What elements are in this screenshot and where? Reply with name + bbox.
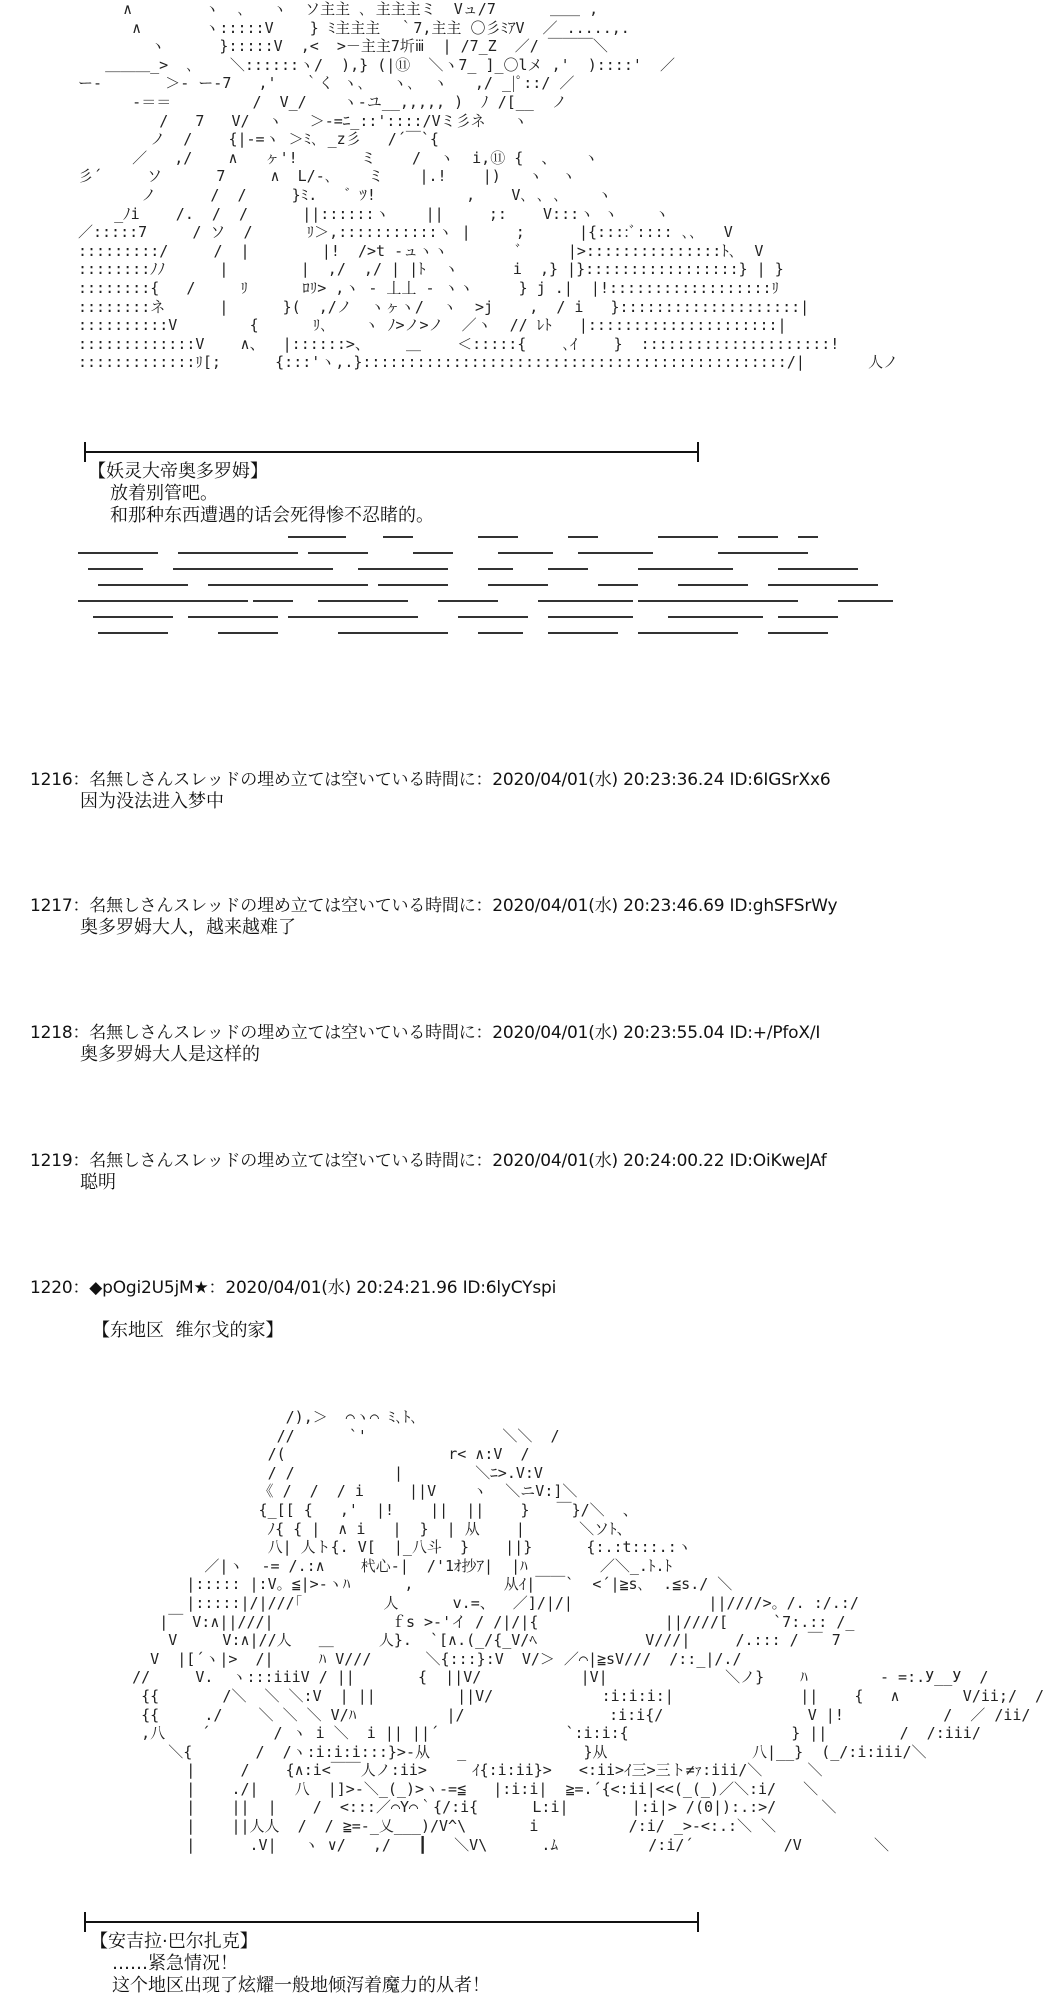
wall-dash <box>498 552 553 554</box>
post-1217 <box>30 895 837 939</box>
wall-dash <box>738 536 778 538</box>
wall-dash <box>658 536 718 538</box>
wall-dash <box>93 616 173 618</box>
post-body: 聪明 <box>80 1172 116 1193</box>
wall-dash <box>188 616 278 618</box>
post-body: 因为没法进入梦中 <box>80 791 224 812</box>
wall-dash <box>318 600 408 602</box>
wall-dash <box>253 600 293 602</box>
wall-dash <box>78 552 158 554</box>
wall-dash <box>98 584 188 586</box>
wall-dash <box>218 632 278 634</box>
wall-dash <box>383 536 413 538</box>
post-1219 <box>30 1150 827 1194</box>
wall-dash <box>538 600 633 602</box>
wall-dash <box>78 600 138 602</box>
post-1218 <box>30 1022 820 1066</box>
wall-dash <box>768 584 878 586</box>
dialogue-line: 放着别管吧。 <box>110 483 218 504</box>
wall-dash <box>173 568 333 570</box>
wall-dash <box>178 552 298 554</box>
wall-dash <box>598 584 638 586</box>
wall-dash <box>458 616 528 618</box>
wall-dash <box>438 600 498 602</box>
wall-dash <box>638 632 738 634</box>
wall-dash <box>478 536 518 538</box>
wall-dash <box>548 616 633 618</box>
post-header: 1216：名無しさんスレッドの埋め立ては空いている時間に：2020/04/01(水) 20:23:36.24 ID:6IGSrXx6 <box>30 770 831 790</box>
wall-dash <box>838 600 893 602</box>
ascii-art-odoromu: ∧ ヽ ､ ヽ ソ主主 ､ 主主主ミ Vュ/7 ＿＿ , ∧ ヽ:::::V } ﾐ主主主 ｀7,主主 〇彡ﾐｱV ／ .....,. ヽ }:::::V ,< >－主主7圻ⅲ | /7_Z ／/ ￣￣￣＼ ＿＿＿_> ､ ＼::::::ヽ/ ),} (|⑪ ＼ヽ7_ ]_〇lメ ,' )::::' ／ ー‐ ＞‐ ー‐7 ,' ｀く ヽ､ ヽ､ ヽ ,/ _|ﾟ::/ ／ ‐＝＝ / V_/ ヽ‐ユ__,,,,, ) ﾉ /[__ ノ / 7 V/ ヽ ＞‐=ﾆ_::'::::/Vミ彡ネ ヽ ノ / {|‐=ヽ ＞ﾐ､ _z彡 /´￣`{ ／ ,/ ∧ ヶ'! ミ / ヽ i,⑪ { 、 ヽ 彡´ ソ 7 ∧ L/‐､ ミ |.! |) ヽ ヽ ノ / / }ﾐ. ゛ﾂ! , V､ ､ ､ ヽ _ﾉi /. / / ||::::::ヽ || ;: V:::ヽ ヽ ヽ ／:::::7 / ソ / ﾘ＞,:::::::::::ヽ | ; |{::::ﾞ:::: ､､ V :::::::::/ / | |! />t ‐ュヽヽ ﾞ |>:::::::::::::::ﾄ､ V ::::::::ﾉﾉ | | ,/ ,/ | |ﾄ ヽ i ,} |}:::::::::::::::::} | } ::::::::{ / ﾘ ﾛﾘ> ,ヽ ‐ 丄丄 ‐ ヽヽ } j .| |!::::::::::::::::::ﾘ ::::::::ネ | }( ,/ノ ヽヶヽ/ ヽ >j , / i }::::::::::::::::::::| ::::::::::V { ﾘ､ ヽ ﾉ>ノ>ノ ／ヽ // ﾚﾄ |:::::::::::::::::::::| :::::::::::::V ∧、 |::::::>、 ＿ ＜:::::{ ､ｲ } :::::::::::::::::::::! :::::::::::::ﾘ[; {:::'ヽ,.}:::::::::::::::::::::::::::::::::::::::::::::::/| 人ノ <box>78 0 899 372</box>
speech-divider-bottom <box>84 1921 699 1923</box>
wall-dash <box>668 616 763 618</box>
divider-left-tick <box>84 1912 86 1932</box>
post-body: 奥多罗姆大人是这样的 <box>80 1044 260 1065</box>
location-label <box>92 1320 283 1342</box>
post-1216 <box>30 769 830 813</box>
wall-dash <box>638 568 733 570</box>
wall-dash <box>778 568 858 570</box>
dialogue-line: ……紧急情况！ <box>112 1953 238 1974</box>
divider-left-tick <box>84 442 86 462</box>
wall-dash <box>578 552 653 554</box>
wall-dash <box>308 552 368 554</box>
wall-dash <box>478 568 513 570</box>
dialogue-line: 这个地区出现了炫耀一般地倾泻着魔力的从者！ <box>112 1975 490 1996</box>
post-body: 奥多罗姆大人，越来越难了 <box>80 917 296 938</box>
wall-dash <box>778 616 838 618</box>
wall-dash <box>568 536 598 538</box>
speaker-label: 【妖灵大帝奥多罗姆】 <box>88 461 268 482</box>
wall-dash <box>548 632 618 634</box>
wall-dash <box>548 568 588 570</box>
ascii-art-angela: /),＞ ⌒ヽ⌒ ﾐ､ﾄ､ // `' ＼＼ / /( r< ∧:V / / / | ＼ﾆ>.V:V 《 / / / i ||V ヽ ＼ニV:]＼ {_[[ { ,' |! || || } ￣}/＼ 、 ﾉ{ { | ∧ i | } | 从 | ＼ソﾄ、 八| 人ト{. V[ |_八斗 } ||} {:.:t:::.:ヽ ／|ヽ ‐= /.:∧ 杙心‐| /'1ｵ抄ｱ| |ﾊ ／＼_.ﾄ.ﾄ |::::: |:V。≦|>‐ヽﾊ , 从ｲ|￣￣` <´|≧s､ .≦s./ ＼ |:::::|/|///｢ 人 v.=、 ／]/|/| ||////>。/. :/.:/ |￣ V:∧||///| ｆs >‐'イ / /|/|{ ||////[ `7:.:: /_ V V:∧|//人 ＿ 人}. `[∧.(_/{_V/ﾍ V///| /.::: / ￣ 7 V |[´ヽ|> /| ﾊ V/// ＼{:::}:V V/＞ ／⌒|≧sV/// /::_|/./ // V. ヽ:::iiiV / || { ||V/ |V| ＼ノ} ﾊ ‐ =:.У__У / {{ /＼ ＼ ＼:V | || ||V/ :i:i:i:| || { ∧ V/ii;/ / {{ ./ ＼ ＼ ＼ V/ﾊ |/ :i:i{/ V |! / ／ /ii/ ,八 ´ / ヽ i ＼ i || ||´ `:i:i:{ } || / /:iii/ ＼{ / /ヽ:i:i:i:::}>‐从 _ }从 八|__} (_/:i:iii/＼ | / {∧:i<￣￣人ノ:ii> ｲ{:i:ii}> <:ii>ｲ三>三ト≠ｧ:iii/＼ ＼ | ./| 八 |]>‐＼_(_)>ヽ‐=≦ |:i:i| ≧=.´{<:ii|<<(_(_)／＼:i/ ＼ | || | / <:::／⌒Y⌒｀{/:i{ L:i| |:i|> /(0|):.:>/ ＼ | ||人人 / / ≧=‐_乂___)/V^\ i /:i/ _>‐<:.:＼ ＼ | .V| ヽ ∨/ ,/ ┃ ＼V\ .ﾑ /:i/´ /V ＼ <box>132 1408 1045 1854</box>
dialogue-line: 和那种东西遭遇的话会死得惨不忍睹的。 <box>110 505 434 526</box>
scene1-dialogue <box>88 461 434 527</box>
divider-right-tick <box>697 442 699 462</box>
speaker-label: 【安吉拉·巴尔扎克】 <box>90 1931 258 1952</box>
wall-dash <box>288 536 346 538</box>
wall-dash <box>88 568 143 570</box>
scene2-dialogue <box>90 1931 490 1997</box>
wall-dash <box>208 584 368 586</box>
wall-dash <box>378 584 448 586</box>
post-1220 <box>30 1277 556 1299</box>
wall-dash <box>678 584 748 586</box>
post-header: 1219：名無しさんスレッドの埋め立ては空いている時間に：2020/04/01(水) 20:24:00.22 ID:OiKweJAf <box>30 1151 827 1171</box>
wall-dash <box>768 632 828 634</box>
post-header: 1217：名無しさんスレッドの埋め立ては空いている時間に：2020/04/01(水) 20:23:46.69 ID:ghSFSrWy <box>30 896 838 916</box>
wall-dash <box>413 552 453 554</box>
wall-dash <box>98 632 168 634</box>
location-text: 【东地区 维尔戈的家】 <box>92 1320 284 1341</box>
wall-dash <box>138 600 248 602</box>
dashed-wall-art <box>78 528 928 658</box>
wall-dash <box>798 536 818 538</box>
wall-dash <box>488 584 548 586</box>
wall-dash <box>338 632 448 634</box>
divider-right-tick <box>697 1912 699 1932</box>
post-header: 1220：◆pOgi2U5jM★：2020/04/01(水) 20:24:21.96 ID:6lyCYspi <box>30 1278 557 1298</box>
wall-dash <box>288 616 418 618</box>
speech-divider-top <box>84 451 699 453</box>
wall-dash <box>478 632 523 634</box>
post-header: 1218：名無しさんスレッドの埋め立ては空いている時間に：2020/04/01(水) 20:23:55.04 ID:+/PfoX/I <box>30 1023 821 1043</box>
wall-dash <box>718 552 808 554</box>
wall-dash <box>358 568 448 570</box>
wall-dash <box>638 600 798 602</box>
